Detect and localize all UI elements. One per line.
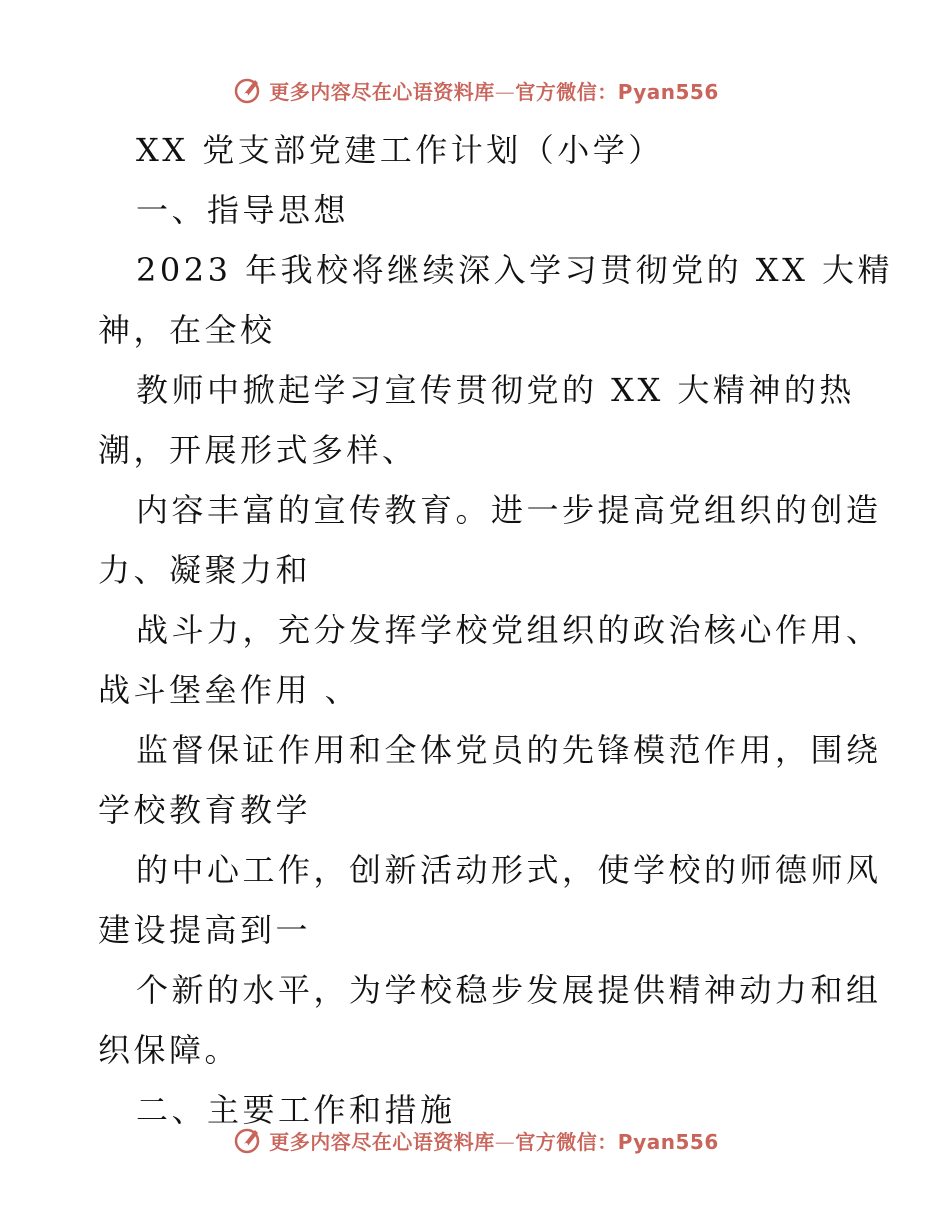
bottom-watermark-banner — [0, 1120, 950, 1160]
paragraph-line: 的中心工作，创新活动形式，使学校的师德师风 — [136, 851, 882, 889]
paragraph-line: 力、凝聚力和 — [98, 551, 312, 589]
pen-nib-circle-icon — [231, 74, 263, 106]
paragraph-line: 潮，开展形式多样、 — [98, 431, 418, 469]
document-title: XX 党支部党建工作计划（小学） — [136, 131, 664, 169]
paragraph-line: 监督保证作用和全体党员的先锋模范作用，围绕 — [136, 731, 882, 769]
paragraph-line: 内容丰富的宣传教育。进一步提高党组织的创造 — [136, 491, 882, 529]
paragraph-line: 教师中掀起学习宣传贯彻党的 XX 大精神的热 — [136, 371, 855, 409]
paragraph-line: 战斗堡垒作用 、 — [98, 671, 361, 709]
section-heading: 二、主要工作和措施 — [136, 1091, 456, 1129]
watermark-text: 更多内容尽在心语资料库—官方微信：Pyan556 — [269, 79, 719, 104]
paragraph-line: 个新的水平，为学校稳步发展提供精神动力和组 — [136, 971, 882, 1009]
paragraph-line: 神，在全校 — [98, 311, 276, 349]
paragraph-line: 战斗力，充分发挥学校党组织的政治核心作用、 — [136, 611, 882, 649]
watermark-text: 更多内容尽在心语资料库—官方微信：Pyan556 — [269, 1129, 719, 1154]
top-watermark-banner — [0, 70, 950, 110]
paragraph-line: 织保障。 — [98, 1031, 241, 1069]
document-body — [98, 120, 894, 1140]
paragraph-line: 建设提高到一 — [98, 911, 312, 949]
paragraph-line: 2023 年我校将继续深入学习贯彻党的 XX 大精 — [136, 251, 894, 289]
pen-nib-circle-icon — [231, 1124, 263, 1156]
paragraph-line: 学校教育教学 — [98, 791, 312, 829]
section-heading: 一、指导思想 — [136, 191, 350, 229]
